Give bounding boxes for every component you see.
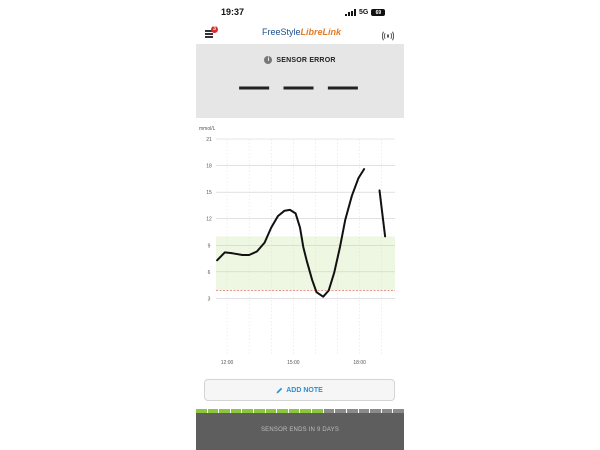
y-tick-label: 6 (207, 269, 211, 276)
x-tick-label: 15:00 (287, 360, 300, 366)
y-tick-label: 3 (207, 296, 211, 303)
glucose-reading-value: — — — (239, 70, 361, 103)
y-tick-label: 15 (206, 190, 212, 197)
add-note-label: ADD NOTE (286, 386, 323, 394)
target-range-band (216, 236, 395, 290)
sensor-error-row (196, 56, 404, 64)
status-indicators (345, 8, 385, 16)
y-axis-unit-label: mmol/L (199, 126, 216, 132)
notification-badge: 3 (211, 26, 218, 33)
pencil-icon (276, 387, 283, 394)
signal-icon (345, 9, 356, 16)
sensor-error-title: SENSOR ERROR (276, 56, 336, 64)
y-tick-label: 18 (206, 163, 212, 170)
logo-text-freestyle: FreeStyle (262, 27, 301, 37)
add-note-button[interactable] (204, 379, 395, 401)
menu-button[interactable] (205, 26, 217, 38)
network-label: 5G (359, 8, 369, 16)
x-tick-label: 12:00 (220, 360, 234, 366)
info-icon: i (264, 56, 272, 64)
glucose-chart (196, 120, 404, 370)
x-tick-label: 18:00 (353, 360, 366, 366)
app-logo (262, 27, 341, 37)
y-tick-label: 21 (206, 137, 212, 143)
status-time: 19:37 (221, 7, 245, 17)
y-tick-label: 12 (206, 216, 212, 223)
sound-wave-icon[interactable] (382, 28, 394, 38)
y-tick-label: 9 (207, 243, 211, 250)
glucose-line-segment (380, 190, 386, 236)
battery-icon: 69 (371, 9, 385, 16)
logo-text-librelink: LibreLink (300, 27, 342, 37)
sensor-ends-text: SENSOR ENDS IN 9 DAYS (260, 427, 340, 433)
